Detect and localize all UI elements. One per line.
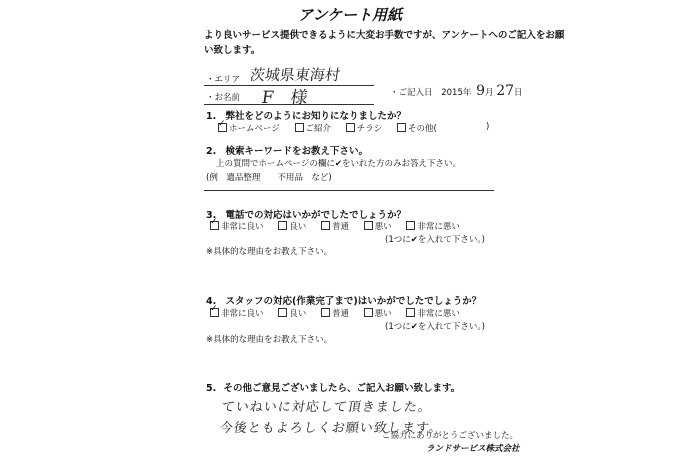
question-4-options [210, 307, 472, 319]
question-2-number: 2. [206, 146, 217, 157]
q3-option-label: 良い [289, 222, 307, 232]
checkbox-icon[interactable] [210, 308, 219, 317]
name-underline [204, 104, 374, 105]
q1-option-referral[interactable] [295, 122, 332, 134]
question-4-text: スタッフの対応(作業完了まで)はいかがでしたでしょうか？ [225, 296, 482, 307]
intro-line-1: より良いサービス提供できるように大変お手数ですが、アンケートへのご記入をお願 [204, 30, 565, 41]
q2-answer-line[interactable] [204, 190, 494, 191]
question-5-number: 5. [206, 383, 217, 394]
q4-option-bad[interactable] [364, 307, 392, 319]
date-month[interactable]: 9 [476, 83, 485, 99]
q3-option-label: 非常に良い [221, 222, 264, 232]
checkbox-icon[interactable] [295, 123, 304, 132]
q3-reason-prompt: ※具体的な理由をお教え下さい。 [206, 247, 333, 257]
q3-instruction: (1つに✔を入れて下さい。) [385, 235, 485, 245]
q4-option-average[interactable] [321, 307, 349, 319]
q1-option-label: その他( [407, 124, 437, 134]
checkbox-icon[interactable] [321, 221, 330, 230]
q3-option-label: 非常に悪い [417, 222, 460, 232]
checkbox-icon[interactable] [278, 308, 287, 317]
q5-answer-line-1[interactable]: ていねいに対応して頂きました。 [220, 400, 433, 415]
q3-option-label: 普通 [331, 222, 349, 232]
name-value[interactable]: F 様 [260, 88, 309, 108]
question-2 [206, 143, 368, 157]
area-label: ・エリア [206, 75, 241, 85]
q3-option-average[interactable] [321, 220, 349, 232]
date-year-suffix: 年 [462, 88, 472, 98]
q4-option-good[interactable] [278, 307, 306, 319]
q4-option-label: 良い [289, 309, 307, 319]
q4-instruction: (1つに✔を入れて下さい。) [385, 322, 485, 332]
checkbox-icon[interactable] [364, 221, 373, 230]
intro-text [204, 28, 564, 58]
q3-option-bad[interactable] [364, 220, 392, 232]
checkbox-icon[interactable] [346, 123, 355, 132]
q1-option-other[interactable] [397, 122, 437, 134]
question-1-options [218, 122, 449, 134]
checkbox-icon[interactable] [406, 308, 415, 317]
q1-option-label: チラシ [356, 124, 383, 134]
date-field [390, 83, 523, 99]
question-3-text: 電話での対応はいかがでしたでしょうか？ [225, 210, 407, 221]
question-4 [206, 293, 481, 307]
q4-option-label: 悪い [374, 309, 392, 319]
question-3 [206, 207, 406, 221]
question-4-number: 4. [206, 296, 217, 307]
date-label: ・ご記入日 [390, 88, 433, 98]
date-year[interactable]: 2015 [441, 88, 463, 98]
q2-example: (例 遺品整理 不用品 など) [206, 173, 332, 183]
q3-option-very-bad[interactable] [406, 220, 460, 232]
checkbox-icon[interactable] [364, 308, 373, 317]
q4-option-very-bad[interactable] [406, 307, 460, 319]
question-2-text: 検索キーワードをお教え下さい。 [225, 146, 369, 157]
q3-option-good[interactable] [278, 220, 306, 232]
q3-option-label: 悪い [374, 222, 392, 232]
q5-answer-line-2[interactable]: 今後ともよろしくお願い致します。 [218, 421, 444, 436]
area-value[interactable]: 茨城県東海村 [248, 66, 342, 84]
q1-option-homepage[interactable] [218, 122, 280, 134]
checkbox-icon[interactable] [321, 308, 330, 317]
name-label: ・お名前 [206, 93, 241, 103]
form-title: アンケート用紙 [297, 6, 403, 24]
q3-option-very-good[interactable] [210, 220, 264, 232]
question-5-text: その他ご意見ございましたら、ご記入お願い致します。 [223, 383, 461, 394]
q4-option-label: 非常に良い [221, 309, 264, 319]
q4-reason-prompt: ※具体的な理由をお教え下さい。 [206, 335, 333, 345]
date-day-suffix: 日 [514, 88, 523, 98]
q4-option-label: 普通 [331, 309, 349, 319]
question-3-options [210, 220, 472, 232]
q1-other-close-paren: ) [486, 122, 490, 132]
q1-option-flyer[interactable] [346, 122, 383, 134]
question-5 [206, 380, 460, 394]
question-1-number: 1. [206, 111, 217, 122]
question-3-number: 3. [206, 210, 217, 221]
q2-note: 上の質問でホームページの欄に✔をいれた方のみお答え下さい。 [216, 159, 461, 169]
checkbox-icon[interactable] [406, 221, 415, 230]
q4-option-very-good[interactable] [210, 307, 264, 319]
date-month-suffix: 月 [485, 88, 494, 98]
checkbox-icon[interactable] [218, 123, 227, 132]
q4-option-label: 非常に悪い [417, 309, 460, 319]
date-day[interactable]: 27 [496, 83, 515, 99]
q1-option-label: ご紹介 [305, 124, 332, 134]
question-1 [206, 108, 406, 122]
checkbox-icon[interactable] [278, 221, 287, 230]
q1-option-label: ホームページ [229, 124, 280, 134]
question-1-text: 弊社をどのようにお知りになりましたか？ [225, 111, 407, 122]
checkbox-icon[interactable] [397, 123, 406, 132]
thanks-message: ご協力にありがとうございました。 [382, 431, 519, 441]
company-name: ランドサービス株式会社 [426, 444, 520, 454]
checkbox-icon[interactable] [210, 221, 219, 230]
intro-line-2: い致します。 [204, 45, 261, 56]
